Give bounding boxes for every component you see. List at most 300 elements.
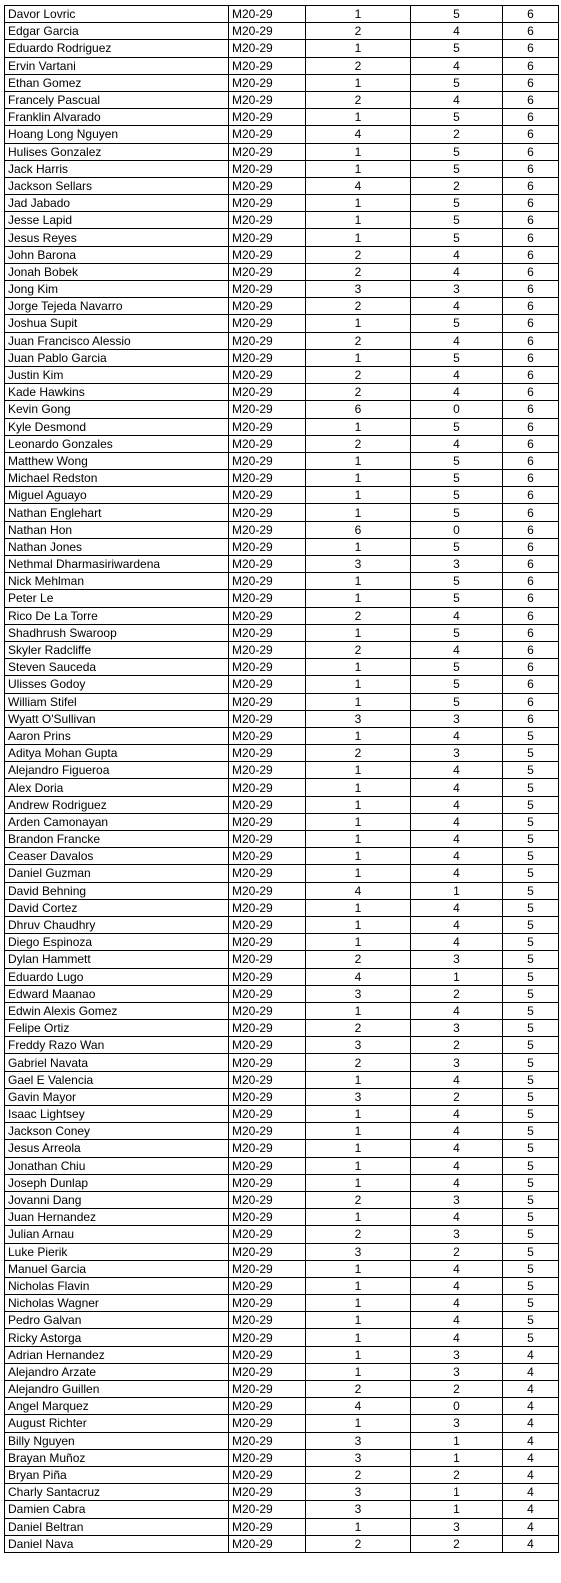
value-cell-5: 5 <box>503 1260 559 1277</box>
runner-name-cell: Peter Le <box>5 590 229 607</box>
runner-name-cell: Matthew Wong <box>5 452 229 469</box>
division-cell: M20-29 <box>229 143 306 160</box>
value-cell-4: 4 <box>411 1277 503 1294</box>
runner-name-cell: Isaac Lightsey <box>5 1106 229 1123</box>
runner-name-cell: Gael E Valencia <box>5 1071 229 1088</box>
table-row <box>5 813 559 830</box>
table-row <box>5 1191 559 1208</box>
runner-name-cell: Jong Kim <box>5 281 229 298</box>
division-cell: M20-29 <box>229 349 306 366</box>
runner-name-cell: Gavin Mayor <box>5 1088 229 1105</box>
value-cell-3: 3 <box>306 710 411 727</box>
value-cell-5: 5 <box>503 1209 559 1226</box>
value-cell-3: 2 <box>306 1054 411 1071</box>
results-table-body <box>5 6 559 1553</box>
runner-name-cell: Skyler Radcliffe <box>5 641 229 658</box>
table-row <box>5 882 559 899</box>
table-row <box>5 23 559 40</box>
value-cell-5: 6 <box>503 538 559 555</box>
runner-name-cell: Edwin Alexis Gomez <box>5 1002 229 1019</box>
value-cell-5: 5 <box>503 1277 559 1294</box>
value-cell-4: 5 <box>411 487 503 504</box>
value-cell-4: 4 <box>411 1123 503 1140</box>
value-cell-3: 2 <box>306 1466 411 1483</box>
value-cell-5: 6 <box>503 521 559 538</box>
value-cell-4: 4 <box>411 813 503 830</box>
value-cell-4: 4 <box>411 934 503 951</box>
division-cell: M20-29 <box>229 6 306 23</box>
runner-name-cell: Nethmal Dharmasiriwardena <box>5 556 229 573</box>
division-cell: M20-29 <box>229 160 306 177</box>
runner-name-cell: Charly Santacruz <box>5 1484 229 1501</box>
value-cell-3: 1 <box>306 1363 411 1380</box>
value-cell-5: 4 <box>503 1484 559 1501</box>
division-cell: M20-29 <box>229 1106 306 1123</box>
value-cell-3: 1 <box>306 727 411 744</box>
value-cell-4: 5 <box>411 315 503 332</box>
runner-name-cell: Jack Harris <box>5 160 229 177</box>
value-cell-5: 5 <box>503 1295 559 1312</box>
division-cell: M20-29 <box>229 366 306 383</box>
value-cell-3: 1 <box>306 1209 411 1226</box>
value-cell-5: 6 <box>503 23 559 40</box>
value-cell-4: 3 <box>411 556 503 573</box>
division-cell: M20-29 <box>229 1363 306 1380</box>
division-cell: M20-29 <box>229 281 306 298</box>
value-cell-5: 5 <box>503 796 559 813</box>
division-cell: M20-29 <box>229 298 306 315</box>
value-cell-5: 5 <box>503 968 559 985</box>
value-cell-3: 1 <box>306 229 411 246</box>
runner-name-cell: Gabriel Navata <box>5 1054 229 1071</box>
value-cell-3: 1 <box>306 899 411 916</box>
value-cell-3: 1 <box>306 1329 411 1346</box>
value-cell-4: 2 <box>411 1381 503 1398</box>
division-cell: M20-29 <box>229 384 306 401</box>
value-cell-3: 3 <box>306 1501 411 1518</box>
value-cell-4: 0 <box>411 401 503 418</box>
value-cell-5: 6 <box>503 57 559 74</box>
division-cell: M20-29 <box>229 779 306 796</box>
value-cell-4: 4 <box>411 1174 503 1191</box>
division-cell: M20-29 <box>229 1535 306 1552</box>
value-cell-4: 1 <box>411 882 503 899</box>
value-cell-5: 4 <box>503 1535 559 1552</box>
division-cell: M20-29 <box>229 1037 306 1054</box>
runner-name-cell: Ricky Astorga <box>5 1329 229 1346</box>
value-cell-5: 6 <box>503 160 559 177</box>
value-cell-4: 5 <box>411 504 503 521</box>
division-cell: M20-29 <box>229 882 306 899</box>
division-cell: M20-29 <box>229 470 306 487</box>
value-cell-3: 2 <box>306 263 411 280</box>
table-row <box>5 1209 559 1226</box>
value-cell-5: 5 <box>503 1174 559 1191</box>
table-row <box>5 401 559 418</box>
value-cell-5: 5 <box>503 1140 559 1157</box>
table-row <box>5 298 559 315</box>
table-row <box>5 418 559 435</box>
value-cell-4: 3 <box>411 1415 503 1432</box>
value-cell-4: 2 <box>411 177 503 194</box>
value-cell-5: 5 <box>503 813 559 830</box>
value-cell-4: 1 <box>411 968 503 985</box>
results-table <box>4 5 559 1553</box>
value-cell-5: 5 <box>503 1020 559 1037</box>
division-cell: M20-29 <box>229 1415 306 1432</box>
table-row <box>5 659 559 676</box>
value-cell-4: 5 <box>411 452 503 469</box>
table-row <box>5 1071 559 1088</box>
table-row <box>5 1260 559 1277</box>
value-cell-3: 2 <box>306 951 411 968</box>
table-row <box>5 246 559 263</box>
value-cell-3: 1 <box>306 452 411 469</box>
value-cell-3: 1 <box>306 143 411 160</box>
value-cell-3: 1 <box>306 74 411 91</box>
value-cell-5: 6 <box>503 143 559 160</box>
value-cell-5: 6 <box>503 504 559 521</box>
runner-name-cell: Alejandro Figueroa <box>5 762 229 779</box>
runner-name-cell: Juan Pablo Garcia <box>5 349 229 366</box>
value-cell-3: 1 <box>306 1518 411 1535</box>
value-cell-4: 5 <box>411 229 503 246</box>
table-row <box>5 985 559 1002</box>
division-cell: M20-29 <box>229 813 306 830</box>
value-cell-4: 4 <box>411 916 503 933</box>
value-cell-4: 0 <box>411 521 503 538</box>
division-cell: M20-29 <box>229 624 306 641</box>
value-cell-3: 2 <box>306 1191 411 1208</box>
division-cell: M20-29 <box>229 951 306 968</box>
runner-name-cell: Kade Hawkins <box>5 384 229 401</box>
value-cell-5: 6 <box>503 349 559 366</box>
value-cell-4: 4 <box>411 1312 503 1329</box>
table-row <box>5 1449 559 1466</box>
value-cell-4: 1 <box>411 1449 503 1466</box>
value-cell-3: 3 <box>306 1243 411 1260</box>
value-cell-5: 6 <box>503 435 559 452</box>
value-cell-3: 1 <box>306 1277 411 1294</box>
value-cell-5: 6 <box>503 676 559 693</box>
runner-name-cell: Nathan Englehart <box>5 504 229 521</box>
runner-name-cell: Luke Pierik <box>5 1243 229 1260</box>
value-cell-3: 1 <box>306 470 411 487</box>
runner-name-cell: Alejandro Arzate <box>5 1363 229 1380</box>
value-cell-3: 3 <box>306 1088 411 1105</box>
division-cell: M20-29 <box>229 831 306 848</box>
runner-name-cell: Eduardo Rodriguez <box>5 40 229 57</box>
value-cell-4: 2 <box>411 1243 503 1260</box>
division-cell: M20-29 <box>229 1140 306 1157</box>
runner-name-cell: Diego Espinoza <box>5 934 229 951</box>
runner-name-cell: Damien Cabra <box>5 1501 229 1518</box>
value-cell-5: 5 <box>503 899 559 916</box>
value-cell-5: 6 <box>503 332 559 349</box>
runner-name-cell: Ceaser Davalos <box>5 848 229 865</box>
value-cell-3: 1 <box>306 1123 411 1140</box>
division-cell: M20-29 <box>229 40 306 57</box>
value-cell-5: 6 <box>503 401 559 418</box>
value-cell-5: 4 <box>503 1346 559 1363</box>
value-cell-4: 4 <box>411 57 503 74</box>
value-cell-3: 1 <box>306 659 411 676</box>
value-cell-5: 6 <box>503 590 559 607</box>
runner-name-cell: Justin Kim <box>5 366 229 383</box>
value-cell-5: 4 <box>503 1501 559 1518</box>
value-cell-3: 1 <box>306 195 411 212</box>
table-row <box>5 40 559 57</box>
value-cell-3: 1 <box>306 779 411 796</box>
table-row <box>5 745 559 762</box>
value-cell-5: 6 <box>503 195 559 212</box>
value-cell-3: 6 <box>306 401 411 418</box>
runner-name-cell: Francely Pascual <box>5 91 229 108</box>
division-cell: M20-29 <box>229 126 306 143</box>
table-row <box>5 1020 559 1037</box>
value-cell-4: 5 <box>411 109 503 126</box>
table-row <box>5 126 559 143</box>
table-row <box>5 641 559 658</box>
value-cell-4: 1 <box>411 1501 503 1518</box>
value-cell-4: 3 <box>411 745 503 762</box>
value-cell-4: 4 <box>411 899 503 916</box>
value-cell-5: 6 <box>503 624 559 641</box>
runner-name-cell: Ethan Gomez <box>5 74 229 91</box>
runner-name-cell: Hoang Long Nguyen <box>5 126 229 143</box>
value-cell-4: 3 <box>411 951 503 968</box>
table-row <box>5 177 559 194</box>
division-cell: M20-29 <box>229 1449 306 1466</box>
value-cell-3: 1 <box>306 813 411 830</box>
division-cell: M20-29 <box>229 1277 306 1294</box>
table-row <box>5 968 559 985</box>
value-cell-5: 5 <box>503 916 559 933</box>
division-cell: M20-29 <box>229 212 306 229</box>
value-cell-3: 1 <box>306 1346 411 1363</box>
value-cell-3: 2 <box>306 57 411 74</box>
value-cell-5: 6 <box>503 710 559 727</box>
value-cell-5: 4 <box>503 1415 559 1432</box>
division-cell: M20-29 <box>229 1466 306 1483</box>
table-row <box>5 6 559 23</box>
value-cell-4: 3 <box>411 1363 503 1380</box>
value-cell-4: 4 <box>411 1002 503 1019</box>
division-cell: M20-29 <box>229 195 306 212</box>
value-cell-3: 4 <box>306 126 411 143</box>
table-row <box>5 556 559 573</box>
value-cell-4: 4 <box>411 298 503 315</box>
table-row <box>5 315 559 332</box>
value-cell-3: 1 <box>306 1174 411 1191</box>
value-cell-4: 5 <box>411 659 503 676</box>
value-cell-3: 1 <box>306 624 411 641</box>
value-cell-3: 2 <box>306 607 411 624</box>
table-row <box>5 934 559 951</box>
value-cell-4: 4 <box>411 1295 503 1312</box>
value-cell-5: 5 <box>503 1157 559 1174</box>
runner-name-cell: Hulises Gonzalez <box>5 143 229 160</box>
value-cell-5: 6 <box>503 229 559 246</box>
value-cell-3: 2 <box>306 641 411 658</box>
value-cell-5: 6 <box>503 452 559 469</box>
division-cell: M20-29 <box>229 676 306 693</box>
division-cell: M20-29 <box>229 1174 306 1191</box>
runner-name-cell: Manuel Garcia <box>5 1260 229 1277</box>
table-row <box>5 1123 559 1140</box>
value-cell-3: 1 <box>306 1415 411 1432</box>
table-row <box>5 1484 559 1501</box>
value-cell-5: 5 <box>503 1312 559 1329</box>
value-cell-5: 6 <box>503 74 559 91</box>
value-cell-3: 1 <box>306 487 411 504</box>
table-row <box>5 487 559 504</box>
value-cell-5: 5 <box>503 1071 559 1088</box>
runner-name-cell: Joseph Dunlap <box>5 1174 229 1191</box>
division-cell: M20-29 <box>229 1209 306 1226</box>
value-cell-3: 1 <box>306 573 411 590</box>
value-cell-4: 5 <box>411 676 503 693</box>
runner-name-cell: Shadhrush Swaroop <box>5 624 229 641</box>
division-cell: M20-29 <box>229 1346 306 1363</box>
value-cell-5: 6 <box>503 315 559 332</box>
value-cell-4: 4 <box>411 23 503 40</box>
value-cell-4: 5 <box>411 6 503 23</box>
runner-name-cell: Michael Redston <box>5 470 229 487</box>
runner-name-cell: August Richter <box>5 1415 229 1432</box>
table-row <box>5 470 559 487</box>
runner-name-cell: Nick Mehlman <box>5 573 229 590</box>
value-cell-3: 1 <box>306 676 411 693</box>
table-row <box>5 1363 559 1380</box>
division-cell: M20-29 <box>229 57 306 74</box>
value-cell-3: 3 <box>306 1484 411 1501</box>
value-cell-5: 5 <box>503 1191 559 1208</box>
value-cell-4: 4 <box>411 1329 503 1346</box>
value-cell-5: 4 <box>503 1363 559 1380</box>
value-cell-4: 4 <box>411 246 503 263</box>
runner-name-cell: Leonardo Gonzales <box>5 435 229 452</box>
division-cell: M20-29 <box>229 1381 306 1398</box>
table-row <box>5 160 559 177</box>
value-cell-3: 2 <box>306 1381 411 1398</box>
table-row <box>5 848 559 865</box>
division-cell: M20-29 <box>229 985 306 1002</box>
value-cell-3: 1 <box>306 865 411 882</box>
value-cell-4: 2 <box>411 985 503 1002</box>
table-row <box>5 1174 559 1191</box>
table-row <box>5 779 559 796</box>
table-row <box>5 951 559 968</box>
value-cell-5: 4 <box>503 1432 559 1449</box>
table-row <box>5 1432 559 1449</box>
runner-name-cell: Jorge Tejeda Navarro <box>5 298 229 315</box>
value-cell-4: 4 <box>411 366 503 383</box>
value-cell-4: 4 <box>411 1209 503 1226</box>
runner-name-cell: William Stifel <box>5 693 229 710</box>
runner-name-cell: Rico De La Torre <box>5 607 229 624</box>
value-cell-5: 6 <box>503 384 559 401</box>
value-cell-3: 1 <box>306 1071 411 1088</box>
runner-name-cell: Ulisses Godoy <box>5 676 229 693</box>
value-cell-4: 4 <box>411 727 503 744</box>
table-row <box>5 452 559 469</box>
value-cell-5: 5 <box>503 865 559 882</box>
value-cell-3: 4 <box>306 1398 411 1415</box>
runner-name-cell: Jackson Coney <box>5 1123 229 1140</box>
value-cell-3: 6 <box>306 521 411 538</box>
runner-name-cell: Aditya Mohan Gupta <box>5 745 229 762</box>
value-cell-3: 3 <box>306 556 411 573</box>
runner-name-cell: Nicholas Flavin <box>5 1277 229 1294</box>
value-cell-5: 4 <box>503 1381 559 1398</box>
runner-name-cell: Jonathan Chiu <box>5 1157 229 1174</box>
value-cell-4: 1 <box>411 1432 503 1449</box>
value-cell-3: 2 <box>306 1535 411 1552</box>
value-cell-5: 5 <box>503 1088 559 1105</box>
value-cell-5: 6 <box>503 40 559 57</box>
runner-name-cell: Juan Francisco Alessio <box>5 332 229 349</box>
value-cell-5: 5 <box>503 779 559 796</box>
value-cell-5: 6 <box>503 263 559 280</box>
value-cell-3: 2 <box>306 298 411 315</box>
division-cell: M20-29 <box>229 1071 306 1088</box>
value-cell-4: 4 <box>411 865 503 882</box>
division-cell: M20-29 <box>229 1054 306 1071</box>
runner-name-cell: Wyatt O'Sullivan <box>5 710 229 727</box>
division-cell: M20-29 <box>229 968 306 985</box>
runner-name-cell: Arden Camonayan <box>5 813 229 830</box>
division-cell: M20-29 <box>229 263 306 280</box>
value-cell-5: 6 <box>503 177 559 194</box>
value-cell-5: 6 <box>503 91 559 108</box>
value-cell-4: 5 <box>411 74 503 91</box>
value-cell-4: 2 <box>411 1466 503 1483</box>
table-row <box>5 1518 559 1535</box>
value-cell-5: 6 <box>503 212 559 229</box>
value-cell-3: 1 <box>306 1295 411 1312</box>
table-row <box>5 349 559 366</box>
value-cell-3: 1 <box>306 212 411 229</box>
table-row <box>5 332 559 349</box>
division-cell: M20-29 <box>229 452 306 469</box>
value-cell-3: 1 <box>306 1140 411 1157</box>
value-cell-5: 5 <box>503 848 559 865</box>
table-row <box>5 1415 559 1432</box>
table-row <box>5 521 559 538</box>
table-row <box>5 1329 559 1346</box>
value-cell-5: 6 <box>503 556 559 573</box>
division-cell: M20-29 <box>229 659 306 676</box>
runner-name-cell: Billy Nguyen <box>5 1432 229 1449</box>
runner-name-cell: Nathan Hon <box>5 521 229 538</box>
value-cell-3: 4 <box>306 177 411 194</box>
runner-name-cell: Juan Hernandez <box>5 1209 229 1226</box>
table-row <box>5 727 559 744</box>
runner-name-cell: Angel Marquez <box>5 1398 229 1415</box>
value-cell-3: 2 <box>306 23 411 40</box>
value-cell-5: 5 <box>503 831 559 848</box>
value-cell-4: 5 <box>411 538 503 555</box>
value-cell-3: 3 <box>306 1449 411 1466</box>
value-cell-5: 5 <box>503 762 559 779</box>
runner-name-cell: Ervin Vartani <box>5 57 229 74</box>
value-cell-5: 4 <box>503 1398 559 1415</box>
table-row <box>5 538 559 555</box>
value-cell-4: 4 <box>411 779 503 796</box>
value-cell-5: 5 <box>503 985 559 1002</box>
division-cell: M20-29 <box>229 435 306 452</box>
